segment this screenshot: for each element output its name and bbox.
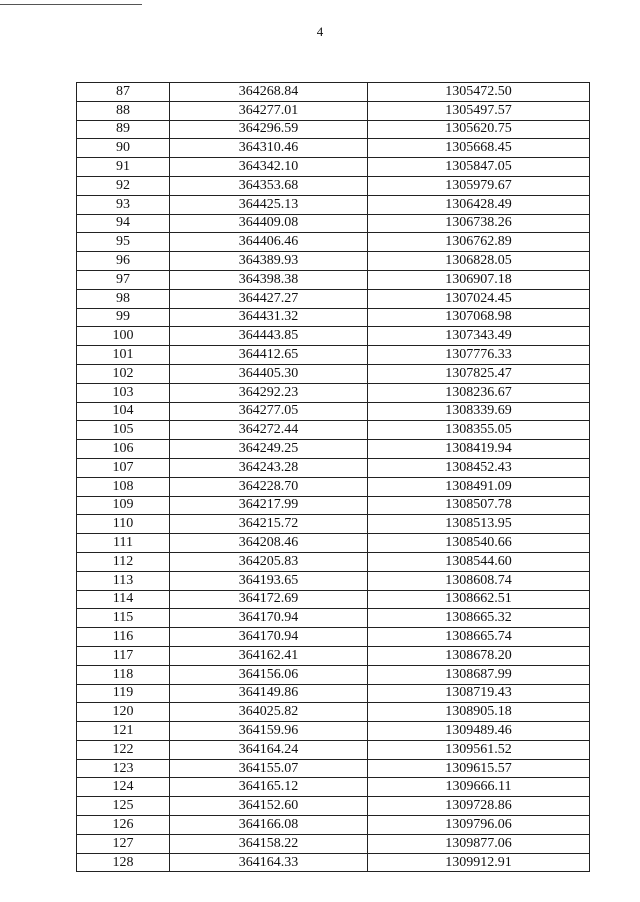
table-row — [77, 552, 590, 571]
x-coordinate-cell: 364353.68 — [170, 176, 368, 195]
table-row — [77, 308, 590, 327]
y-coordinate-cell: 1308665.74 — [368, 628, 590, 647]
point-number-cell: 112 — [77, 552, 170, 571]
x-coordinate-cell: 364152.60 — [170, 797, 368, 816]
y-coordinate-cell: 1306762.89 — [368, 233, 590, 252]
point-number-cell: 107 — [77, 458, 170, 477]
point-number-cell: 113 — [77, 571, 170, 590]
x-coordinate-cell: 364292.23 — [170, 383, 368, 402]
point-number-cell: 91 — [77, 158, 170, 177]
y-coordinate-cell: 1307343.49 — [368, 327, 590, 346]
y-coordinate-cell: 1309912.91 — [368, 853, 590, 872]
y-coordinate-cell: 1309666.11 — [368, 778, 590, 797]
point-number-cell: 126 — [77, 816, 170, 835]
table-row — [77, 402, 590, 421]
x-coordinate-cell: 364406.46 — [170, 233, 368, 252]
point-number-cell: 96 — [77, 252, 170, 271]
x-coordinate-cell: 364208.46 — [170, 534, 368, 553]
point-number-cell: 94 — [77, 214, 170, 233]
y-coordinate-cell: 1309561.52 — [368, 740, 590, 759]
point-number-cell: 98 — [77, 289, 170, 308]
y-coordinate-cell: 1308687.99 — [368, 665, 590, 684]
x-coordinate-cell: 364162.41 — [170, 646, 368, 665]
x-coordinate-cell: 364249.25 — [170, 440, 368, 459]
table-row — [77, 853, 590, 872]
x-coordinate-cell: 364296.59 — [170, 120, 368, 139]
table-row — [77, 364, 590, 383]
y-coordinate-cell: 1308719.43 — [368, 684, 590, 703]
x-coordinate-cell: 364405.30 — [170, 364, 368, 383]
x-coordinate-cell: 364158.22 — [170, 834, 368, 853]
y-coordinate-cell: 1308544.60 — [368, 552, 590, 571]
table-row — [77, 139, 590, 158]
point-number-cell: 128 — [77, 853, 170, 872]
table-row — [77, 101, 590, 120]
x-coordinate-cell: 364398.38 — [170, 270, 368, 289]
table-row — [77, 740, 590, 759]
x-coordinate-cell: 364149.86 — [170, 684, 368, 703]
table-row — [77, 252, 590, 271]
x-coordinate-cell: 364164.33 — [170, 853, 368, 872]
point-number-cell: 110 — [77, 515, 170, 534]
point-number-cell: 100 — [77, 327, 170, 346]
table-row — [77, 797, 590, 816]
y-coordinate-cell: 1307825.47 — [368, 364, 590, 383]
table-row — [77, 440, 590, 459]
y-coordinate-cell: 1305620.75 — [368, 120, 590, 139]
point-number-cell: 124 — [77, 778, 170, 797]
x-coordinate-cell: 364159.96 — [170, 722, 368, 741]
table-row — [77, 816, 590, 835]
y-coordinate-cell: 1309489.46 — [368, 722, 590, 741]
x-coordinate-cell: 364427.27 — [170, 289, 368, 308]
y-coordinate-cell: 1308236.67 — [368, 383, 590, 402]
coordinates-table-body — [77, 83, 590, 872]
point-number-cell: 125 — [77, 797, 170, 816]
y-coordinate-cell: 1305497.57 — [368, 101, 590, 120]
x-coordinate-cell: 364277.01 — [170, 101, 368, 120]
x-coordinate-cell: 364409.08 — [170, 214, 368, 233]
point-number-cell: 122 — [77, 740, 170, 759]
y-coordinate-cell: 1306828.05 — [368, 252, 590, 271]
x-coordinate-cell: 364205.83 — [170, 552, 368, 571]
y-coordinate-cell: 1306738.26 — [368, 214, 590, 233]
x-coordinate-cell: 364170.94 — [170, 628, 368, 647]
point-number-cell: 99 — [77, 308, 170, 327]
table-row — [77, 571, 590, 590]
y-coordinate-cell: 1305668.45 — [368, 139, 590, 158]
x-coordinate-cell: 364412.65 — [170, 346, 368, 365]
point-number-cell: 97 — [77, 270, 170, 289]
table-row — [77, 327, 590, 346]
point-number-cell: 123 — [77, 759, 170, 778]
point-number-cell: 118 — [77, 665, 170, 684]
table-row — [77, 722, 590, 741]
table-row — [77, 176, 590, 195]
point-number-cell: 92 — [77, 176, 170, 195]
y-coordinate-cell: 1308540.66 — [368, 534, 590, 553]
y-coordinate-cell: 1308513.95 — [368, 515, 590, 534]
y-coordinate-cell: 1305472.50 — [368, 83, 590, 102]
y-coordinate-cell: 1306428.49 — [368, 195, 590, 214]
point-number-cell: 120 — [77, 703, 170, 722]
y-coordinate-cell: 1309728.86 — [368, 797, 590, 816]
coordinates-table — [76, 82, 590, 872]
y-coordinate-cell: 1308339.69 — [368, 402, 590, 421]
x-coordinate-cell: 364155.07 — [170, 759, 368, 778]
table-row — [77, 346, 590, 365]
x-coordinate-cell: 364217.99 — [170, 496, 368, 515]
table-row — [77, 195, 590, 214]
x-coordinate-cell: 364342.10 — [170, 158, 368, 177]
x-coordinate-cell: 364310.46 — [170, 139, 368, 158]
y-coordinate-cell: 1308355.05 — [368, 421, 590, 440]
y-coordinate-cell: 1309796.06 — [368, 816, 590, 835]
table-row — [77, 289, 590, 308]
x-coordinate-cell: 364272.44 — [170, 421, 368, 440]
table-row — [77, 778, 590, 797]
x-coordinate-cell: 364268.84 — [170, 83, 368, 102]
x-coordinate-cell: 364277.05 — [170, 402, 368, 421]
y-coordinate-cell: 1307776.33 — [368, 346, 590, 365]
page-number: 4 — [316, 24, 324, 39]
x-coordinate-cell: 364215.72 — [170, 515, 368, 534]
table-row — [77, 515, 590, 534]
point-number-cell: 111 — [77, 534, 170, 553]
x-coordinate-cell: 364170.94 — [170, 609, 368, 628]
table-row — [77, 703, 590, 722]
table-row — [77, 759, 590, 778]
table-row — [77, 421, 590, 440]
point-number-cell: 95 — [77, 233, 170, 252]
point-number-cell: 105 — [77, 421, 170, 440]
point-number-cell: 87 — [77, 83, 170, 102]
table-row — [77, 158, 590, 177]
point-number-cell: 88 — [77, 101, 170, 120]
table-row — [77, 120, 590, 139]
table-row — [77, 834, 590, 853]
y-coordinate-cell: 1308678.20 — [368, 646, 590, 665]
y-coordinate-cell: 1309615.57 — [368, 759, 590, 778]
x-coordinate-cell: 364156.06 — [170, 665, 368, 684]
point-number-cell: 104 — [77, 402, 170, 421]
y-coordinate-cell: 1307068.98 — [368, 308, 590, 327]
point-number-cell: 106 — [77, 440, 170, 459]
y-coordinate-cell: 1308491.09 — [368, 477, 590, 496]
point-number-cell: 116 — [77, 628, 170, 647]
x-coordinate-cell: 364165.12 — [170, 778, 368, 797]
x-coordinate-cell: 364172.69 — [170, 590, 368, 609]
table-row — [77, 590, 590, 609]
table-row — [77, 628, 590, 647]
x-coordinate-cell: 364431.32 — [170, 308, 368, 327]
y-coordinate-cell: 1306907.18 — [368, 270, 590, 289]
point-number-cell: 103 — [77, 383, 170, 402]
point-number-cell: 127 — [77, 834, 170, 853]
point-number-cell: 108 — [77, 477, 170, 496]
y-coordinate-cell: 1308662.51 — [368, 590, 590, 609]
y-coordinate-cell: 1307024.45 — [368, 289, 590, 308]
table-row — [77, 477, 590, 496]
x-coordinate-cell: 364425.13 — [170, 195, 368, 214]
point-number-cell: 109 — [77, 496, 170, 515]
y-coordinate-cell: 1308665.32 — [368, 609, 590, 628]
table-row — [77, 534, 590, 553]
y-coordinate-cell: 1308905.18 — [368, 703, 590, 722]
table-row — [77, 458, 590, 477]
y-coordinate-cell: 1305847.05 — [368, 158, 590, 177]
point-number-cell: 115 — [77, 609, 170, 628]
x-coordinate-cell: 364025.82 — [170, 703, 368, 722]
point-number-cell: 89 — [77, 120, 170, 139]
table-row — [77, 270, 590, 289]
x-coordinate-cell: 364243.28 — [170, 458, 368, 477]
table-row — [77, 684, 590, 703]
x-coordinate-cell: 364443.85 — [170, 327, 368, 346]
table-row — [77, 233, 590, 252]
y-coordinate-cell: 1305979.67 — [368, 176, 590, 195]
y-coordinate-cell: 1308452.43 — [368, 458, 590, 477]
table-row — [77, 646, 590, 665]
point-number-cell: 90 — [77, 139, 170, 158]
x-coordinate-cell: 364389.93 — [170, 252, 368, 271]
y-coordinate-cell: 1308507.78 — [368, 496, 590, 515]
point-number-cell: 93 — [77, 195, 170, 214]
table-row — [77, 83, 590, 102]
x-coordinate-cell: 364228.70 — [170, 477, 368, 496]
point-number-cell: 102 — [77, 364, 170, 383]
table-row — [77, 383, 590, 402]
x-coordinate-cell: 364166.08 — [170, 816, 368, 835]
header-rule — [0, 4, 142, 5]
y-coordinate-cell: 1308608.74 — [368, 571, 590, 590]
table-row — [77, 214, 590, 233]
point-number-cell: 101 — [77, 346, 170, 365]
table-row — [77, 609, 590, 628]
point-number-cell: 117 — [77, 646, 170, 665]
table-row — [77, 665, 590, 684]
y-coordinate-cell: 1308419.94 — [368, 440, 590, 459]
table-row — [77, 496, 590, 515]
point-number-cell: 119 — [77, 684, 170, 703]
point-number-cell: 121 — [77, 722, 170, 741]
point-number-cell: 114 — [77, 590, 170, 609]
x-coordinate-cell: 364193.65 — [170, 571, 368, 590]
y-coordinate-cell: 1309877.06 — [368, 834, 590, 853]
x-coordinate-cell: 364164.24 — [170, 740, 368, 759]
